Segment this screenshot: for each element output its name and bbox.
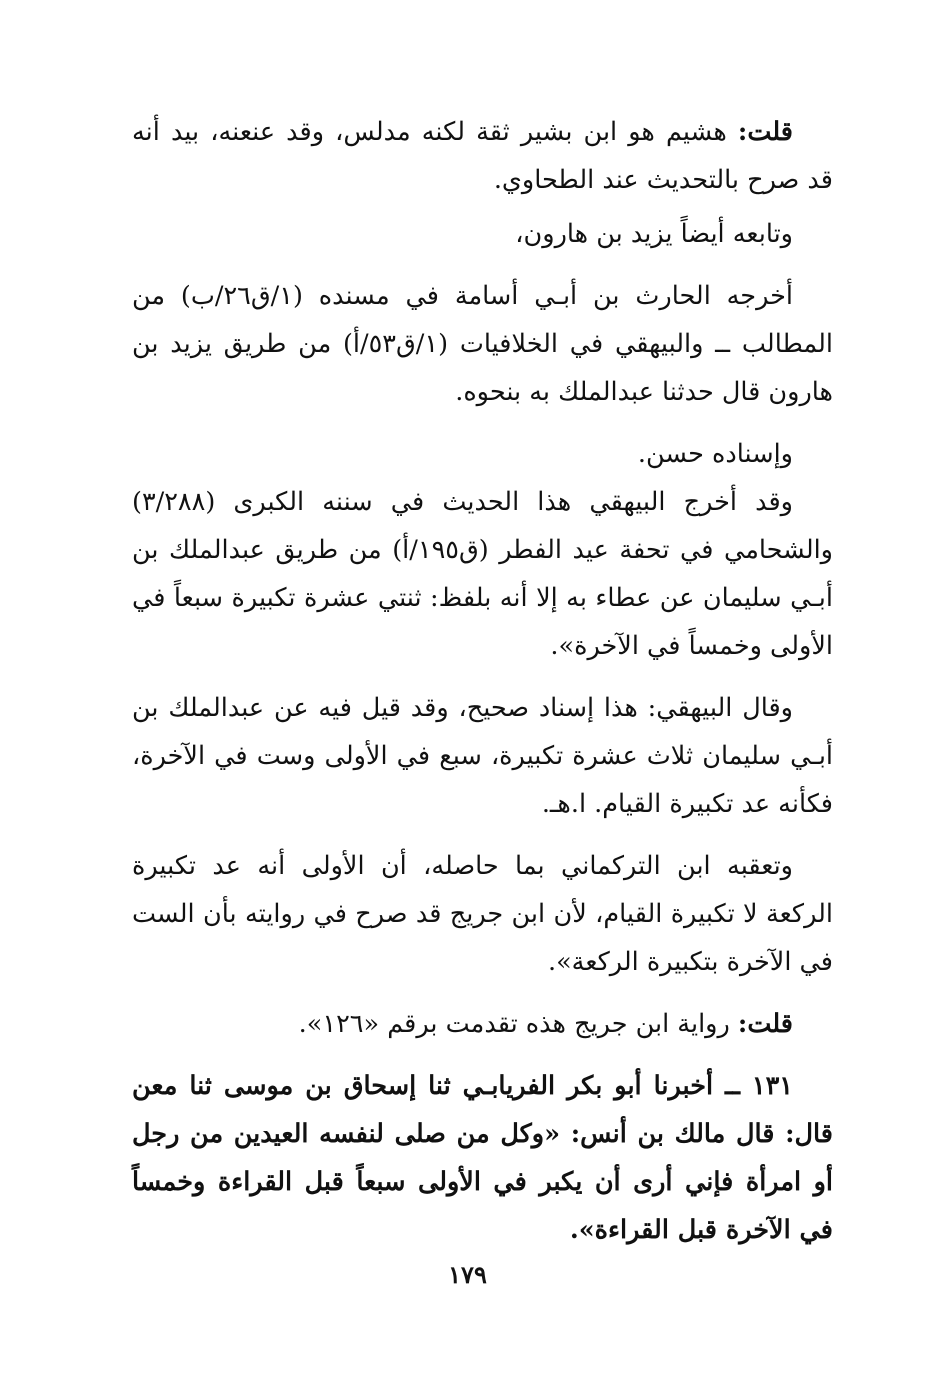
- paragraph-text: وتابعه أيضاً يزيد بن هارون،: [515, 219, 793, 249]
- paragraph-text: هشيم هو ابن بشير ثقة لكنه مدلس، وقد عنعنه، بيد أنه قد صرح بالتحديث عند الطحاوي.: [132, 117, 833, 195]
- paragraph-3: [132, 272, 833, 416]
- paragraph-text: وإسناده حسن.: [637, 439, 793, 469]
- lead-word: قلت:: [737, 1009, 793, 1039]
- paragraph-6: [132, 684, 833, 828]
- paragraph-text: وقد أخرج البيهقي هذا الحديث في سننه الكبرى (٣/٢٨٨) والشحامي في تحفة عيد الفطر (ق١٩٥/أ) من طريق عبدالملك بن أبـي سليمان عن عطاء به إلا أنه بلفظ: ثنتي عشرة تكبيرة سبعاً في الأولى وخمساً في الآخرة».: [132, 487, 834, 661]
- paragraph-text: وقال البيهقي: هذا إسناد صحيح، وقد قيل فيه عن عبدالملك بن أبـي سليمان ثلاث عشرة تكبيرة، سبع في الأولى وست في الآخرة، فكأنه عد تكبيرة القيام. ا.هـ.: [132, 693, 833, 819]
- paragraph-8: [132, 1000, 833, 1048]
- paragraph-text: رواية ابن جريج هذه تقدمت برقم «١٢٦».: [298, 1009, 738, 1039]
- paragraph-7: [132, 842, 833, 986]
- paragraph-1: [132, 108, 833, 204]
- hadith-131: ١٣١ ــ أخبرنا أبو بكر الفريابـي ثنا إسحاق بن موسى ثنا معن قال: قال مالك بن أنس: «وكل من صلى لنفسه العيدين من رجل أو امرأة فإني أرى أن يكبر في الأولى سبعاً قبل القراءة وخمساً في الآخرة قبل القراءة».: [132, 1071, 833, 1245]
- paragraph-4: [132, 430, 833, 478]
- paragraph-text: وتعقبه ابن التركماني بما حاصله، أن الأولى أنه عد تكبيرة الركعة لا تكبيرة القيام، لأن ابن جريج قد صرح في روايته بأن الست في الآخرة بتكبيرة الركعة».: [132, 851, 833, 977]
- lead-word: قلت:: [737, 117, 793, 147]
- page-number: ١٧٩: [448, 1260, 487, 1289]
- paragraph-2: [132, 210, 833, 258]
- paragraph-5: [132, 478, 833, 670]
- paragraph-text: أخرجه الحارث بن أبـي أسامة في مسنده (١/ق٢٦/ب) من المطالب ــ والبيهقي في الخلافيات (١/ق٥٣/أ) من طريق يزيد بن هارون قال حدثنا عبدالملك به بنحوه.: [132, 281, 833, 407]
